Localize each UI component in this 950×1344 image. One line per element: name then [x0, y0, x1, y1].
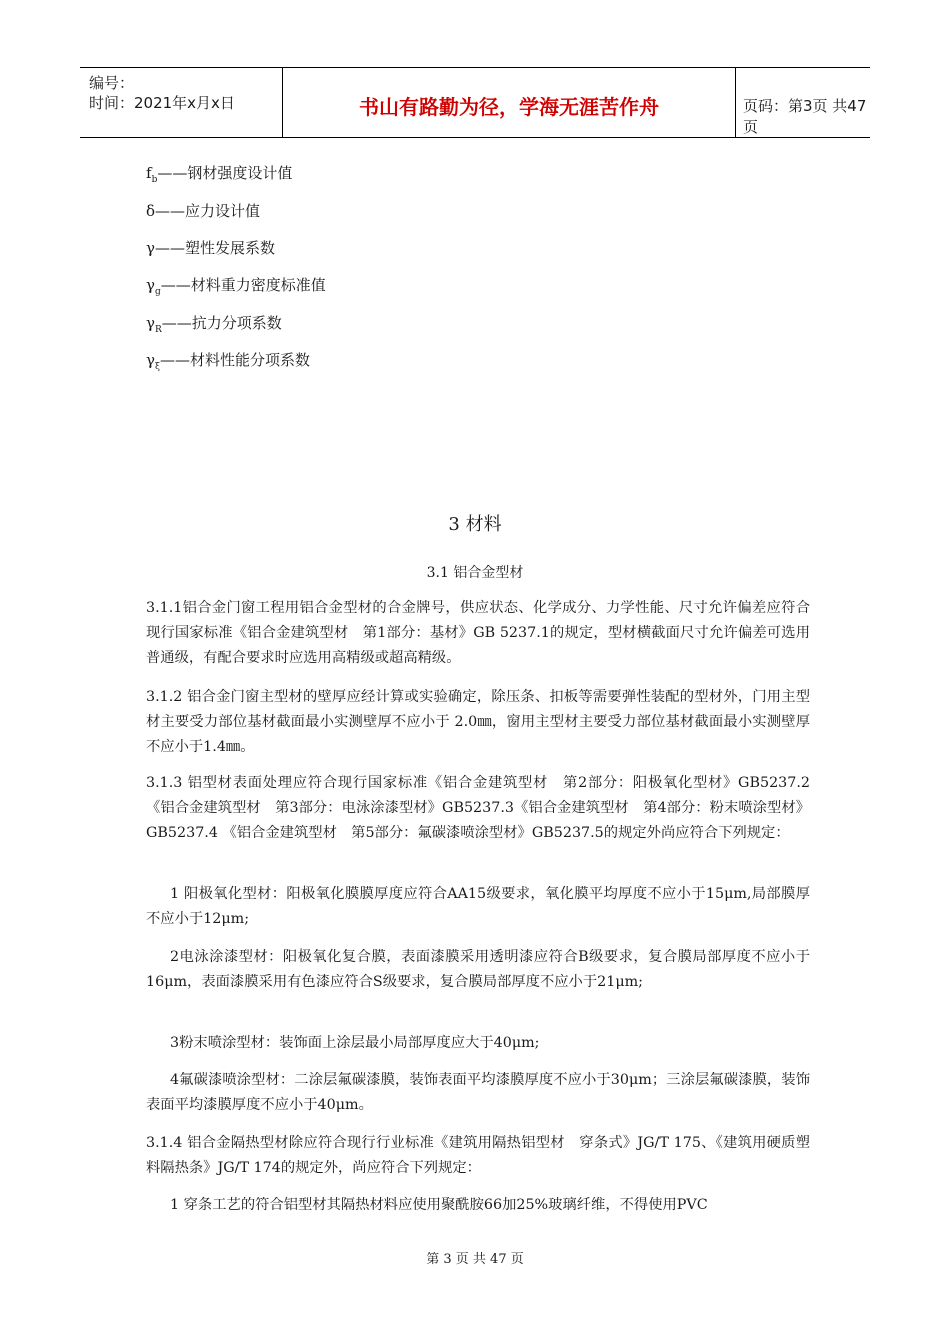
page-footer: 第 3 页 共 47 页	[426, 1252, 524, 1267]
list-item-anodized: 1 阳极氧化型材：阳极氧化膜膜厚度应符合AA15级要求，氧化膜平均厚度不应小于15μm,局部膜厚不应小于12μm;	[146, 886, 810, 927]
symbol-subscript: b	[151, 175, 158, 185]
number-label: 编号：	[89, 74, 135, 92]
list-item-fluorocarbon: 4氟碳漆喷涂型材：二涂层氟碳漆膜，装饰表面平均漆膜厚度不应小于30μm；三涂层氟碳漆膜，装饰表面平均漆膜厚度不应小于40μm。	[146, 1072, 810, 1113]
header-page-cell	[734, 68, 870, 137]
list-item-electrophoretic: 2电泳涂漆型材：阳极氧化复合膜，表面漆膜采用透明漆应符合B级要求，复合膜局部厚度不应小于16μm，表面漆膜采用有色漆应符合S级要求，复合膜局部厚度不应小于21μm;	[146, 949, 810, 990]
symbol-item	[146, 274, 326, 297]
symbol-item	[146, 237, 275, 260]
symbol-subscript: R	[154, 325, 162, 335]
page-info: 页码：第3页 共47页	[743, 97, 867, 136]
symbol-item	[146, 349, 310, 372]
symbol: δ	[146, 202, 156, 220]
section-title: 3 材料	[448, 514, 502, 535]
page-header	[80, 67, 870, 138]
date-label: 时间：2021年x月x日	[89, 94, 235, 112]
header-motto-cell	[282, 68, 736, 137]
symbol-item	[146, 162, 292, 185]
paragraph-3-1-2: 3.1.2 铝合金门窗主型材的壁厚应经计算或实验确定，除压条、扣板等需要弹性装配的型材外，门用主型材主要受力部位基材截面最小实测壁厚不应小于 2.0㎜，窗用主型材主要受力部位基材截面最小实测壁厚不应小于1.4㎜。	[146, 689, 810, 755]
symbol-subscript: ξ	[154, 362, 160, 372]
symbol: γ	[146, 239, 155, 257]
paragraph-3-1-1: 3.1.1铝合金门窗工程用铝合金型材的合金牌号，供应状态、化学成分、力学性能、尺寸允许偏差应符合现行国家标准《铝合金建筑型材 第1部分：基材》GB 5237.1的规定，型材横截面尺寸允许偏差可选用普通级，有配合要求时应选用高精级或超高精级。	[146, 600, 810, 666]
symbol-description: ——抗力分项系数	[161, 314, 282, 332]
symbol-description: ——钢材强度设计值	[157, 164, 293, 182]
symbol-description: ——应力设计值	[155, 202, 261, 220]
symbol-description: ——材料性能分项系数	[159, 351, 310, 369]
header-left-cell	[80, 68, 282, 137]
symbol: γ	[146, 276, 155, 294]
symbol-subscript: g	[154, 287, 161, 297]
subsection-title: 3.1 铝合金型材	[426, 565, 524, 581]
motto: 书山有路勤为径，学海无涯苦作舟	[359, 95, 659, 119]
symbol-item	[146, 200, 260, 223]
symbol-description: ——塑性发展系数	[154, 239, 275, 257]
list-item-strip: 1 穿条工艺的符合铝型材其隔热材料应使用聚酰胺66加25%玻璃纤维，不得使用PVC	[170, 1197, 708, 1213]
symbol: γ	[146, 351, 155, 369]
symbol-description: ——材料重力密度标准值	[160, 276, 326, 294]
paragraph-3-1-3: 3.1.3 铝型材表面处理应符合现行国家标准《铝合金建筑型材 第2部分：阳极氧化型材》GB5237.2《铝合金建筑型材 第3部分：电泳涂漆型材》GB5237.3《铝合金建筑型材 第4部分：粉末喷涂型材》GB5237.4 《铝合金建筑型材 第5部分：氟碳漆喷涂型材》GB5237.5的规定外尚应符合下列规定：	[146, 775, 810, 841]
list-item-powder: 3粉末喷涂型材：装饰面上涂层最小局部厚度应大于40μm;	[170, 1035, 540, 1051]
symbol-item	[146, 312, 282, 335]
symbol: f	[146, 164, 152, 182]
paragraph-3-1-4: 3.1.4 铝合金隔热型材除应符合现行行业标准《建筑用隔热铝型材 穿条式》JG/T 175、《建筑用硬质塑料隔热条》JG/T 174的规定外，尚应符合下列规定：	[146, 1135, 810, 1176]
symbol: γ	[146, 314, 155, 332]
